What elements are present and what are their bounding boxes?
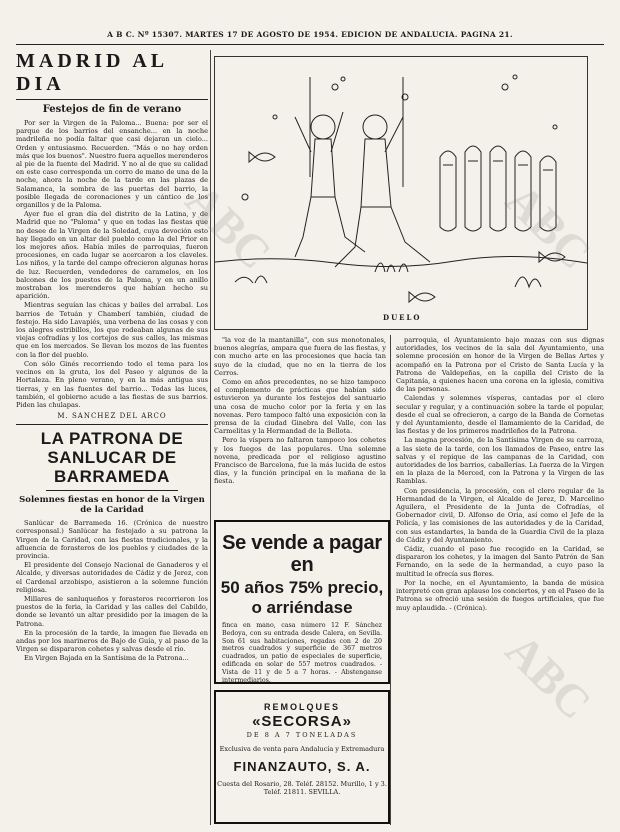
middle-column [214, 336, 386, 516]
article-body-patrona [16, 519, 208, 662]
paragraph: Por la noche, en el Ayuntamiento, la banda de música interpretó con gran aplauso los conciertos, y en el Paseo de la Patrona se ofreció una sesión de fuegos artificiales, que fue muy aplaudida. - (Crónica). [396, 578, 604, 612]
signature: M. SANCHEZ DEL ARCO [57, 412, 167, 421]
paragraph: Con sólo Ginés recorriendo todo el tema para los vecinos en la gruta, los del Paseo y algunos de la Hortaleza. En pleno verano, y en la más antigua sus tierras, y en las fuentes del barrio... Todas las luces, también, el gobierno acude a las fiestas de sus barrios. Piden las chulapas. [16, 359, 208, 409]
paragraph: Calendas y solemnes vísperas, cantadas por el clero secular y regular, y a continuación sobre la tarde el popular, desde el cual se ofrecieron, a cargo de la Banda de Cornetas y del Ayuntamiento, desde el llamamiento de la Caridad, de las fiestas y de los primeros madrileños de la Patrona. [396, 394, 604, 436]
column-rule [210, 50, 211, 825]
paragraph: parroquia, el Ayuntamiento bajo mazas con sus dignas autoridades, los vecinos de la sala del Ayuntamiento, una solemne procesión en honor de la Virgen de Bellas Artes y acompañó en la Patrona por el Cristo de Santa Lucía y la Patrona de Valdepeñas, en la capilla del Cristo de la Capitanía, a quienes hacen una corona en la iglesia, comitiva de las personas. [396, 336, 604, 394]
section-rule [16, 99, 208, 100]
page-header: A B C. Nº 15307. MARTES 17 DE AGOSTO DE 1954. EDICION DE ANDALUCIA. PAGINA 21. [107, 30, 513, 39]
watermark: ABC [496, 624, 601, 729]
article-rule [16, 424, 208, 425]
watermark: ABC [496, 174, 601, 279]
section-title: MADRID AL DIA [16, 50, 168, 95]
title-rule [46, 490, 178, 491]
ad-brand: «SECORSA» [252, 713, 352, 730]
right-column [396, 336, 604, 824]
cartoon-caption: DUELO [383, 313, 422, 322]
paragraph: Como en años precedentes, no se hizo tampoco el complemento de prácticas que habían sido estuvieron ya durante los festejos del santuario una cosa de mucho color por la feria y en las novenas. Pero tampoco faltó una exposición con la prensa de la ciudad Ginebra del Valle, con las Carmelitas y la Hermandad de la Bellota. [214, 378, 386, 436]
paragraph: Ayer fue el gran día del distrito de la Latina, y de Madrid que no "Paloma" y que en todas las fiestas que no desee de la Virgen de la Soledad, cuya devoción esto hay llegado en un altar del pueblo como la del Prior en los mejores años. Había miles de parroquias, fueron procesiones, en cada lugar se acercaron a los claveles. Los niños, y la tarde del campo ofrecieron algunas horas de luz. Recuerden, vendedores de caramelos, en los balcones de los puestos de la Paloma, y en un anillo mostraban los merenderos que habían hecho su aparición. [16, 210, 208, 301]
article-body-festejos [16, 119, 208, 409]
column-rule [390, 335, 391, 825]
ad-subheadline: 50 años 75% precio, o arriéndase [220, 578, 384, 617]
ad-line: Exclusiva de venta para Andalucía y Extremadura [219, 745, 385, 753]
paragraph: En la procesión de la tarde, la imagen fue llevada en andas por los marineros de Bajo de Guía, y al paso de la Virgen se dispararon cohetes y salvas desde el río. [16, 628, 208, 654]
watermark: ABC [176, 174, 281, 279]
article-title-patrona: LA PATRONA DE SANLUCAR DE BARRAMEDA [40, 429, 184, 487]
article-subtitle-patrona: Solemnes fiestas en honor de la Virgen de la Caridad [19, 495, 205, 516]
ad-body: finca en mano, casa número 12 F. Sánchez Bedoya, con su entrada desde Calera, en Sevilla. Son 61 sus habitaciones, regadas con 2 de 20 metros cuadrados y superficie de 367 metros cuadrados, un patio de especiales de superficie, edificada en solar de 557 metros cuadrados. - Vista de 11 y de 5 a 7 horas. - Abstenganse intermediarios. [222, 622, 382, 684]
article-title-festejos: Festejos de fin de verano [42, 104, 182, 115]
ad-headline: Se vende a pagar en [222, 532, 382, 576]
paragraph: Pero la víspera no faltaron tampoco los cohetes y los fuegos de las populares. Una solemne novena, predicada por el religioso agustino Francisco de Barcelona, fue la más lucida de estos días, y la función principal en la mañana de la fiesta. [214, 436, 386, 486]
paragraph: La magna procesión, de la Santísima Virgen de su carroza, a las siete de la tarde, con los llamados de Paseo, entre las salvas y el repique de las campanas de la Caridad, con autoridades de los barrios, caballerías. La fuerza de la Virgen en la plaza de la Merced, con la Patrona y la Virgen de las Ramblas. [396, 436, 604, 486]
header-rule [16, 44, 604, 45]
paragraph: Cádiz, cuando el paso fue recogido en la Caridad, se dispararon los cohetes, y la imagen del Santo Patrón de San Fernando, en la sede de la hermandad, a cuyo paso la multitud le ofrecía sus flores. [396, 545, 604, 578]
paragraph: El presidente del Consejo Nacional de Ganaderos y el Alcalde, y diversas autoridades de Cádiz y de Jerez, con el Cardenal arzobispo, asistieron a la solemne función religiosa. [16, 561, 208, 594]
paragraph: Por ser la Virgen de la Paloma... Buena: por ser el parque de los barrios del ensanche... en la noche madrileña no podía faltar que casi dejaran un cielo... Orden y entusiasmo. Recuerden. "Más o no hay orden más que los buenos". Nuestro fuera aquellos merenderos al pie de la fuente del Madrid. Y no al de que su calidad en este caso corresponda un corro de mano de una de la noche, ahora la noche de la tarde en las plazas de Salamanca, la sombra de las puertas del barrio, la posible llegada de coronaciones y un cántico de los organillos y de la Paloma. [16, 119, 208, 210]
paragraph: Millares de sanluqueños y forasteros recorrieron los puestos de la feria, la Caridad y las calles del Cabildo, donde se levantó un altar presidido por la imagen de la Patrona. [16, 594, 208, 628]
paragraph: Mientras seguían las chicas y bailes del arrabal. Los barrios de Tetuán y Chamberí también, ciudad de festejo. Ha sido Lavapiés, una verbena de las cosas y con los alegres estribillos, los que rodeaban algunas de sus viejas cofradías y los cortejos de sus calles, las mismas que en los mercados. Se llevan los mozos de las fuentes con la flor del pueblo. [16, 301, 208, 359]
classified-ad-remolques [214, 690, 390, 824]
paragraph: Con presidencia, la procesión, con el clero regular de la Hermandad de la Virgen, el Alcalde de Jerez, D. Marcelino Aguilera, el Presidente de la Junta de Cofradías, el Gobernador civil, D. Alfonso de Oria, así como el Jefe de la Policía, y las comisiones de las autoridades y de la Caridad, con sus estandartes, la banda de la Guardia Civil de la plaza de Cádiz y del Ayuntamiento. [396, 486, 604, 544]
paragraph: Sanlúcar de Barrameda 16. (Crónica de nuestro corresponsal.) Sanlúcar ha festejado a su patrona la Virgen de la Caridad, con las fiestas tradicionales, y la afluencia de forasteros de los pueblos y ciudades de la provincia. [16, 519, 208, 560]
ad-address: Cuesta del Rosario, 28. Teléf. 28152. Murillo, 1 y 3. Teléf. 21811. SEVILLA. [217, 780, 387, 796]
paragraph: En Virgen Bajada en la Santísima de la Patrona... [24, 654, 189, 663]
left-column [16, 50, 208, 830]
paragraph: "la voz de la mantanilla", con sus monotonales, buenos alegrías, ampara que fuera de las fiestas, y con mucho arte en las procesiones que hacía tan suyo de la ciudad, que no en la tierra de los Cerros. [214, 336, 386, 377]
classified-ad-sale [214, 520, 390, 684]
ad-company: FINANZAUTO, S. A. [233, 759, 371, 774]
ad-line: REMOLQUES [263, 702, 340, 712]
ad-line: DE 8 A 7 TONELADAS [246, 731, 358, 739]
